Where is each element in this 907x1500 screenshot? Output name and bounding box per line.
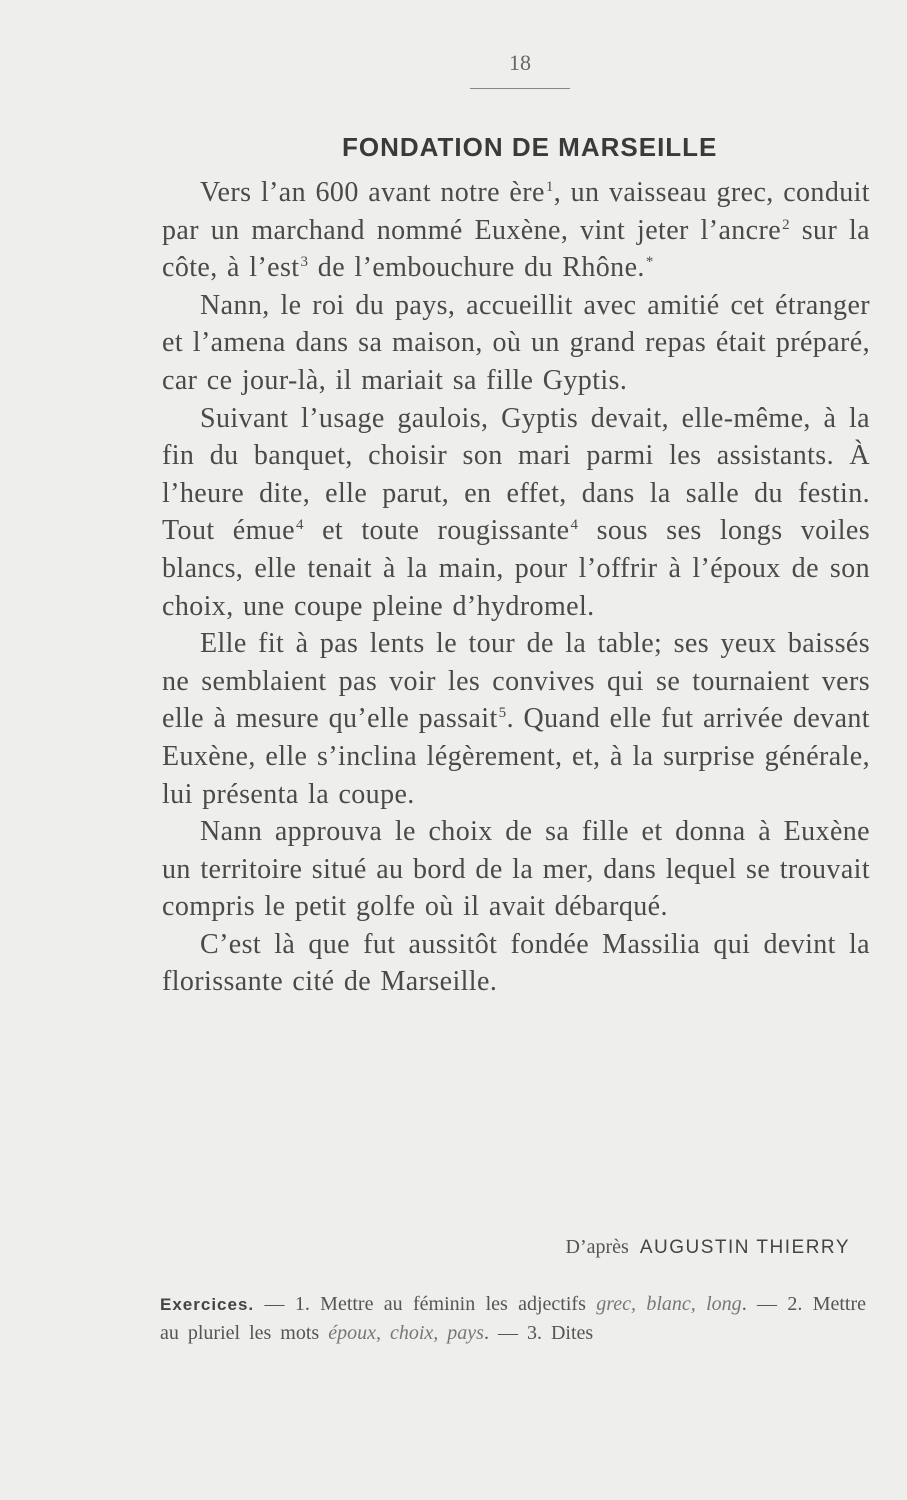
footnote-marker: 3 — [300, 254, 309, 271]
exercise-italic-words: époux, choix, pays — [328, 1322, 484, 1344]
paragraph — [162, 625, 870, 813]
exercise-text: . — 2. Mettre au pluriel les mots — [160, 1293, 867, 1344]
attribution — [520, 1236, 850, 1259]
exercise-italic-words: grec, blanc, long — [596, 1293, 742, 1315]
chapter-title: FONDATION DE MARSEILLE — [342, 132, 718, 162]
footnote-marker: 4 — [295, 517, 304, 534]
paragraph-text: sur la côte, à l’est — [162, 214, 870, 284]
paragraph-text: Nann approuva le choix de sa fille et donna à Euxène un territoire situé au bord de la mer, dans lequel se trouvait compris le petit golfe où il avait débarqué. — [162, 816, 870, 923]
paragraph-text: C’est là que fut aussitôt fondée Massilia qui devint la florissante cité de Marseille. — [162, 928, 870, 998]
exercises — [160, 1290, 866, 1348]
paragraph-text: . Quand elle fut arrivée devant Euxène, elle s’inclina légèrement, et, à la surprise générale, lui présenta la coupe. — [162, 703, 870, 810]
exercises-label: Exercices. — [160, 1295, 255, 1314]
paragraph-text: de l’embouchure du Rhône. — [308, 252, 645, 284]
exercise-text: . — 3. Dites — [483, 1322, 594, 1344]
paragraph-text: Suivant l’usage gaulois, Gyptis devait, elle-même, à la fin du banquet, choisir son mari parmi les assistants. À l’heure dite, elle parut, en effet, dans la salle du festin. Tout émue — [162, 402, 870, 547]
attribution-prefix: D’après — [565, 1236, 629, 1258]
footnote-marker: 1 — [545, 179, 554, 195]
body-text — [162, 174, 870, 1001]
paragraph-text: et toute rougissante — [303, 515, 570, 547]
footnote-marker: * — [645, 254, 654, 271]
paragraph — [162, 174, 870, 287]
attribution-author: AUGUSTIN THIERRY — [639, 1237, 850, 1258]
footnote-marker: 4 — [570, 517, 579, 534]
exercise-text: — 1. Mettre au féminin les adjectifs — [264, 1293, 597, 1315]
page-number: 18 — [509, 50, 531, 75]
paragraph — [162, 926, 870, 1001]
paragraph-text: Elle fit à pas lents le tour de la table; ses yeux baissés ne semblaient pas voir les convives qui se tournaient vers elle à mesure qu’elle passait — [162, 628, 870, 735]
paragraph-text: , un vaisseau grec, conduit par un marchand nommé Euxène, vint jeter l’ancre — [162, 177, 870, 246]
paragraph — [162, 813, 870, 926]
footnote-marker: 2 — [782, 216, 790, 233]
paragraph — [162, 400, 870, 626]
paragraph — [162, 287, 870, 400]
page-number-rule — [470, 88, 570, 89]
footnote-marker: 5 — [498, 705, 507, 722]
paragraph-text: sous ses longs voiles blancs, elle tenait à la main, pour l’offrir à l’époux de son choix, une coupe pleine d’hydromel. — [162, 515, 871, 622]
paragraph-text: Vers l’an 600 avant notre ère — [200, 177, 545, 208]
paragraph-text: Nann, le roi du pays, accueillit avec amitié cet étranger et l’amena dans sa maison, où un grand repas était préparé, car ce jour-là, il mariait sa fille Gyptis. — [162, 289, 870, 396]
